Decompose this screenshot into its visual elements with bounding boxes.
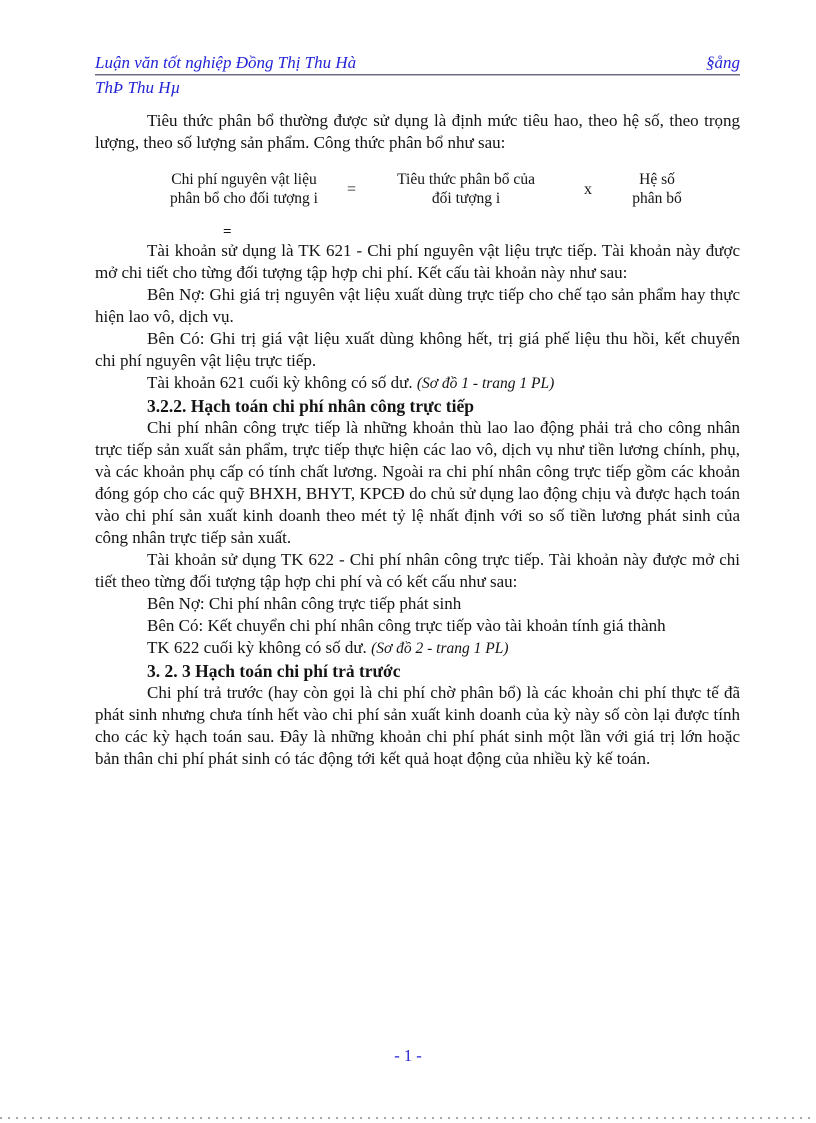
tk621-balance-text: Tài khoản 621 cuối kỳ không có số dư. (147, 373, 417, 392)
formula-equals-sign: = (347, 180, 357, 198)
page-number: - 1 - (394, 1046, 422, 1065)
page-boundary-dotted-line (0, 1117, 816, 1119)
paragraph-prepaid-cost: Chi phí trả trước (hay còn gọi là chi phí chờ phân bổ) là các khoản chi phí thực tế đã phát sinh nhưng chưa tính hết vào chi phí sản xuất kinh doanh của kỳ này số còn lại được tính cho các kỳ hạch toán sau. Đây là những khoản chi phí phát sinh một lần với giá trị lớn hoặc bản thân chi phí phát sinh có tác động tới kết quả hoạt động của nhiều kỳ kế toán. (95, 683, 740, 768)
page-content (95, 52, 740, 770)
paragraph-tk622-intro: Tài khoản sử dụng TK 622 - Chi phí nhân công trực tiếp. Tài khoản này được mở chi tiết theo từng đối tượng tập hợp chi phí và có kết cấu như sau: (95, 550, 740, 591)
tk622-balance-text: TK 622 cuối kỳ không có số dư. (147, 638, 372, 657)
page-header (95, 52, 740, 98)
formula-times-sign: x (584, 180, 593, 198)
paragraph-tk622-balance (95, 637, 740, 660)
paragraph-tk621-intro: Tài khoản sử dụng là TK 621 - Chi phí nguyên vật liệu trực tiếp. Tài khoản này được mở chi tiết cho từng đối tượng tập hợp chi phí. Kết cấu tài khoản này như sau: (95, 241, 740, 282)
formula-rhs2-line2: phân bổ (632, 190, 682, 207)
paragraph-tk622-credit: Bên Có: Kết chuyển chi phí nhân công trực tiếp vào tài khoản tính giá thành (147, 616, 666, 635)
paragraph-tk621-debit: Bên Nợ: Ghi giá trị nguyên vật liệu xuất dùng trực tiếp cho chế tạo sản phẩm hay thực hiện lao vô, dịch vụ. (95, 285, 740, 326)
formula-lhs-line2: phân bổ cho đối tượng i (170, 190, 318, 207)
formula-rhs1-line1: Tiêu thức phân bổ của (397, 171, 535, 188)
formula-rhs2-line1: Hệ số (639, 171, 675, 188)
heading-3-2-3: 3. 2. 3 Hạch toán chi phí trả trước (147, 661, 401, 681)
header-divider (95, 74, 740, 76)
header-left-text: Luận văn tốt nghiệp Đồng Thị Thu Hà (95, 53, 357, 72)
header-right-text: §ång (706, 53, 740, 72)
formula-lhs-line1: Chi phí nguyên vật liệu (171, 171, 317, 188)
formula-rhs1-line2: đối tượng i (431, 190, 501, 207)
paragraph-allocation-intro: Tiêu thức phân bổ thường được sử dụng là định mức tiêu hao, theo hệ số, theo trọng lượng, theo số lượng sản phẩm. Công thức phân bổ như sau: (95, 111, 740, 152)
document-body (95, 110, 740, 770)
paragraph-tk622-debit: Bên Nợ: Chi phí nhân công trực tiếp phát sinh (147, 594, 462, 613)
formula-rhs2 (614, 170, 700, 208)
header-second-line: ThÞ Thu Hµ (95, 78, 181, 97)
tk621-diagram-note: (Sơ đồ 1 - trang 1 PL) (416, 375, 555, 392)
paragraph-tk621-credit: Bên Có: Ghi trị giá vật liệu xuất dùng không hết, trị giá phế liệu thu hồi, kết chuyển chi phí nguyên vật liệu trực tiếp. (95, 329, 740, 370)
formula-rhs1 (370, 170, 562, 208)
formula-lhs (155, 170, 333, 208)
paragraph-labor-cost: Chi phí nhân công trực tiếp là những khoản thù lao lao động phải trả cho công nhân trực tiếp sản xuất sản phẩm, trực tiếp thực hiện các lao vô, dịch vụ như tiền lương chính, phụ, và các khoản phụ cấp có tính chất lương. Ngoài ra chi phí nhân công trực tiếp gồm các khoản đóng góp cho các quỹ BHXH, BHYT, KPCĐ do chủ sử dụng lao động chịu và được hạch toán vào chi phí sản xuất kinh doanh theo mét tỷ lệ nhất định với so số tiền lương phát sinh của công nhân trực tiếp sản xuất. (95, 418, 740, 547)
tk622-diagram-note: (Sơ đồ 2 - trang 1 PL) (371, 640, 509, 657)
heading-3-2-2: 3.2.2. Hạch toán chi phí nhân công trực tiếp (147, 396, 474, 416)
header-row (95, 52, 740, 73)
paragraph-tk621-balance (95, 372, 740, 395)
allocation-formula (155, 170, 740, 208)
formula-continuation-equals: = (223, 224, 232, 240)
